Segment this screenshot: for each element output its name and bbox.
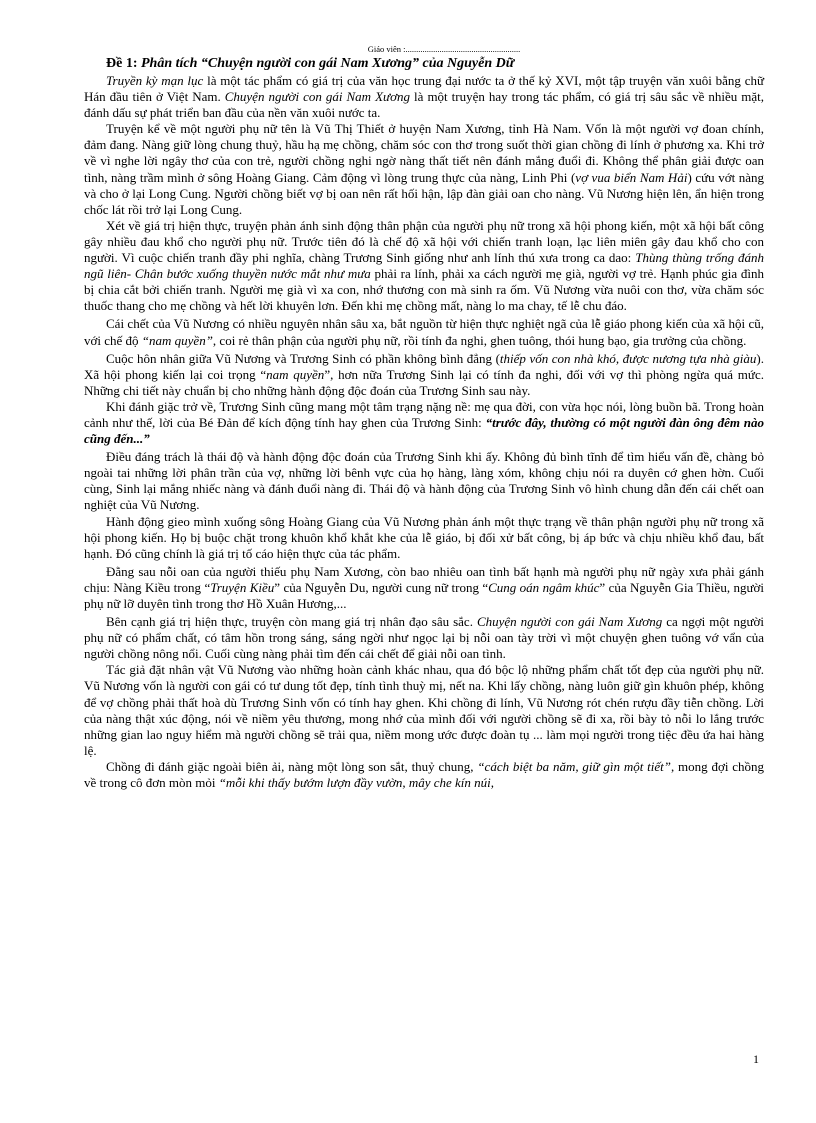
page-number: 1 bbox=[753, 1052, 759, 1066]
text-run: nam quyền bbox=[266, 366, 325, 382]
title-label: Đề 1: bbox=[106, 56, 138, 71]
text-run: “trước đây, thường có một người đàn ông đêm nào cũng đến...” bbox=[84, 414, 764, 447]
paragraph bbox=[84, 218, 764, 315]
title-text: Phân tích “Chuyện người con gái Nam Xương” của Nguyễn Dữ bbox=[141, 56, 515, 71]
text-run: “nam quyền” bbox=[141, 332, 213, 348]
text-run: ca ngợi một người phụ nữ có phẩm chất, có tâm hồn trong sáng, sáng ngời như ngọc lại bị nỗi oan tày trời vì một chuyện ghen tuông vớ vẩn của người chồng nông nổi. Cuối cùng nàng phải tìm đến cái chết để giải nỗi oan tình. bbox=[84, 614, 764, 662]
text-run: là một truyện hay trong tác phẩm, có giá trị sâu sắc về nhiều mặt, đánh dấu sự phát triển ban đầu của nền văn xuôi nước ta. bbox=[84, 89, 765, 121]
text-run: Truyện Kiều bbox=[210, 579, 275, 595]
text-run: vợ vua biển Nam Hải bbox=[575, 169, 688, 185]
paragraph bbox=[84, 614, 764, 662]
paragraph bbox=[84, 662, 764, 759]
text-run: Điều đáng trách là thái độ và hành động độc đoán của Trương Sinh khi ấy. Không đủ bình tĩnh để tìm hiểu vấn đề, chàng bỏ ngoài tai những lời phân trần của vợ, những lời bênh vực của họ hàng, làng xóm, không chịu nói ra duyên cớ ghen hờn. Cuối cùng, Sinh lại mắng nhiếc nàng và đánh đuổi nàng đi. Thái độ và hành động của Trương Sinh vô hình chung dẫn đến cái chết oan nghiệt của Vũ Nương. bbox=[84, 449, 764, 513]
text-run: Cung oán ngâm khúc bbox=[488, 579, 600, 595]
paragraph bbox=[84, 564, 764, 612]
text-run: thiếp vốn con nhà khó, được nương tựa nhà giàu bbox=[499, 350, 757, 366]
paragraph bbox=[84, 316, 764, 348]
text-run: Đằng sau nỗi oan của người thiếu phụ Nam Xương, còn bao nhiêu oan tình bất hạnh mà người phụ nữ ngày xưa phải gánh chịu: Nàng Kiều trong “ bbox=[84, 563, 764, 595]
essay-body bbox=[84, 73, 764, 791]
text-run: ” của Nguyễn Gia Thiều, người phụ nữ lỡ duyên tình trong thơ Hồ Xuân Hương,... bbox=[84, 579, 764, 611]
text-run: ”, hơn nữa Trương Sinh lại có tính đa nghi, đối với vợ thì phòng ngừa quá mức. Những chi tiết này chuẩn bị cho những hành động độc đoán của Trương Sinh sau này. bbox=[84, 366, 764, 398]
text-run: ” của Nguyễn Du, người cung nữ trong “ bbox=[274, 579, 489, 595]
text-run: ). Xã hội phong kiến lại coi trọng “ bbox=[84, 350, 764, 382]
text-run: Bên cạnh giá trị hiện thực, truyện còn mang giá trị nhân đạo sâu sắc. bbox=[106, 614, 477, 630]
text-run: là một tác phẩm có giá trị của văn học trung đại nước ta ở thế kỷ XVI, một tập truyện văn xuôi bằng chữ Hán đầu tiên ở Việt Nam. bbox=[84, 73, 765, 105]
text-run: Cuộc hôn nhân giữa Vũ Nương và Trương Sinh có phần không bình đẳng ( bbox=[106, 350, 500, 366]
text-run: Hành động gieo mình xuống sông Hoàng Giang của Vũ Nương phản ánh một thực trạng về thân phận người phụ nữ trong xã hội phong kiến. Họ bị buộc chặt trong khuôn khổ khắt khe của lễ giáo, bị đối xử bất công, bị áp bức và chịu nhiều khổ đau, bất hạnh. Đó cũng chính là giá trị tố cáo hiện thực của tác phẩm. bbox=[84, 513, 764, 561]
paragraph bbox=[84, 399, 764, 447]
teacher-header: Giáo viên :...................................................... bbox=[367, 44, 521, 54]
paragraph bbox=[84, 73, 764, 121]
document-page bbox=[84, 44, 764, 791]
text-run: “mỗi khi thấy bướm lượn đầy vườn, mây che kín núi, bbox=[218, 775, 495, 791]
text-run: Khi đánh giặc trở về, Trương Sinh cũng mang một tâm trạng nặng nề: mẹ qua đời, con vừa học nói, lòng buồn bã. Trong hoàn cảnh như thế, lời của Bé Đản để kích động tính hay ghen của Trương Sinh: bbox=[84, 398, 764, 430]
text-run: Cái chết của Vũ Nương có nhiều nguyên nhân sâu xa, bắt nguồn từ hiện thực nghiệt ngã của lễ giáo phong kiến của xã hội cũ, với chế độ bbox=[84, 316, 764, 348]
text-run: Truyện kể về một người phụ nữ tên là Vũ Thị Thiết ở huyện Nam Xương, tỉnh Hà Nam. Vốn là một người vợ đoan chính, đảm đang. Nàng giữ lòng chung thuỷ, hầu hạ mẹ chồng, chăm sóc con thơ trong suốt thời gian chồng đi lính ở phương xa. Khi trở về vì nghe lời ngây thơ của con trẻ, người chồng nghi ngờ nàng thất tiết nên đánh mắng đuổi đi. Không thể phân giải được oan tình, nàng trầm mình ở sông Hoàng Giang. Cảm động vì lòng trung thực của nàng, Linh Phi ( bbox=[84, 121, 764, 185]
text-run: “cách biệt ba năm, giữ gìn một tiết” bbox=[477, 758, 671, 774]
text-run: Xét về giá trị hiện thực, truyện phản ánh sinh động thân phận của người phụ nữ trong xã hội phong kiến, một xã hội bất công gây nhiều đau khổ cho người phụ nữ. Trước tiên đó là chế độ xã hội với chiến tranh loạn, lạc liên miên gây đau khổ cho con người. Vì cuộc chiến tranh đầy phi nghĩa, chàng Trương Sinh giống như anh lính thú xưa trong ca dao: bbox=[84, 217, 764, 266]
text-run: Tác giả đặt nhân vật Vũ Nương vào những hoàn cảnh khác nhau, qua đó bộc lộ những phẩm chất tốt đẹp của người phụ nữ. Vũ Nương vốn là người con gái có tư dung tốt đẹp, tính tình thuỳ mị, nết na. Khi lấy chồng, nàng luôn giữ gìn khuôn phép, không để vợ chồng phải thất hoà dù Trương Sinh vốn có tính hay ghen. Khi chồng đi lính, Vũ Nương rót chén rượu đầy tiễn chồng. Lời của nàng thật xúc động, nói về niềm yêu thương, mong nhớ của mình đối với người chồng sẽ đi xa, rồi bày tỏ nỗi lo lắng trước những gian lao nguy hiểm mà người chồng sẽ trải qua, niềm mong ước được đoàn tụ ... làm mọi người trong tiệc đều ứa hai hàng lệ. bbox=[84, 662, 764, 758]
text-run: , mong đợi chồng về trong cô đơn mòn mỏi bbox=[84, 758, 765, 791]
paragraph bbox=[84, 121, 764, 218]
text-run: Thùng thùng trống đánh ngũ liên- Chân bước xuống thuyền nước mắt như mưa bbox=[84, 250, 764, 282]
paragraph bbox=[84, 449, 764, 513]
paragraph bbox=[84, 759, 764, 791]
paragraph bbox=[84, 514, 764, 562]
text-run: , coi rẻ thân phận của người phụ nữ, rồi tính đa nghi, ghen tuông, thói hung bạo, gia trưởng của chồng. bbox=[212, 332, 747, 348]
paragraph bbox=[84, 351, 764, 399]
text-run: Chồng đi đánh giặc ngoài biên ải, nàng một lòng son sắt, thuỷ chung, bbox=[106, 758, 478, 774]
text-run: ) cứu vớt nàng và cho ở lại Long Cung. Người chồng biết vợ bị oan nên rất hối hận, lập đàn giải oan cho nàng. Vũ Nương hiện lên, ẩn hiện trong chốc lát rồi trở lại Long Cung. bbox=[84, 169, 764, 217]
essay-title bbox=[84, 56, 764, 72]
text-run: phải ra lính, phải xa cách người mẹ già, người vợ trẻ. Hạnh phúc gia đình bị chia cắt bởi chiến tranh. Người mẹ già vì xa con, nhớ thương con mà sinh ra ốm. Vũ Nương vừa nuôi con thơ, vừa chăm sóc thuốc thang cho mẹ chồng và hết lời khuyên lơn. Đến khi mẹ chồng mất, nàng lo ma chay, tế lễ chu đáo. bbox=[84, 266, 764, 314]
text-run: Truyền kỳ mạn lục bbox=[106, 73, 204, 88]
text-run: Chuyện người con gái Nam Xương bbox=[476, 614, 663, 630]
text-run: Chuyện người con gái Nam Xương bbox=[224, 89, 411, 105]
